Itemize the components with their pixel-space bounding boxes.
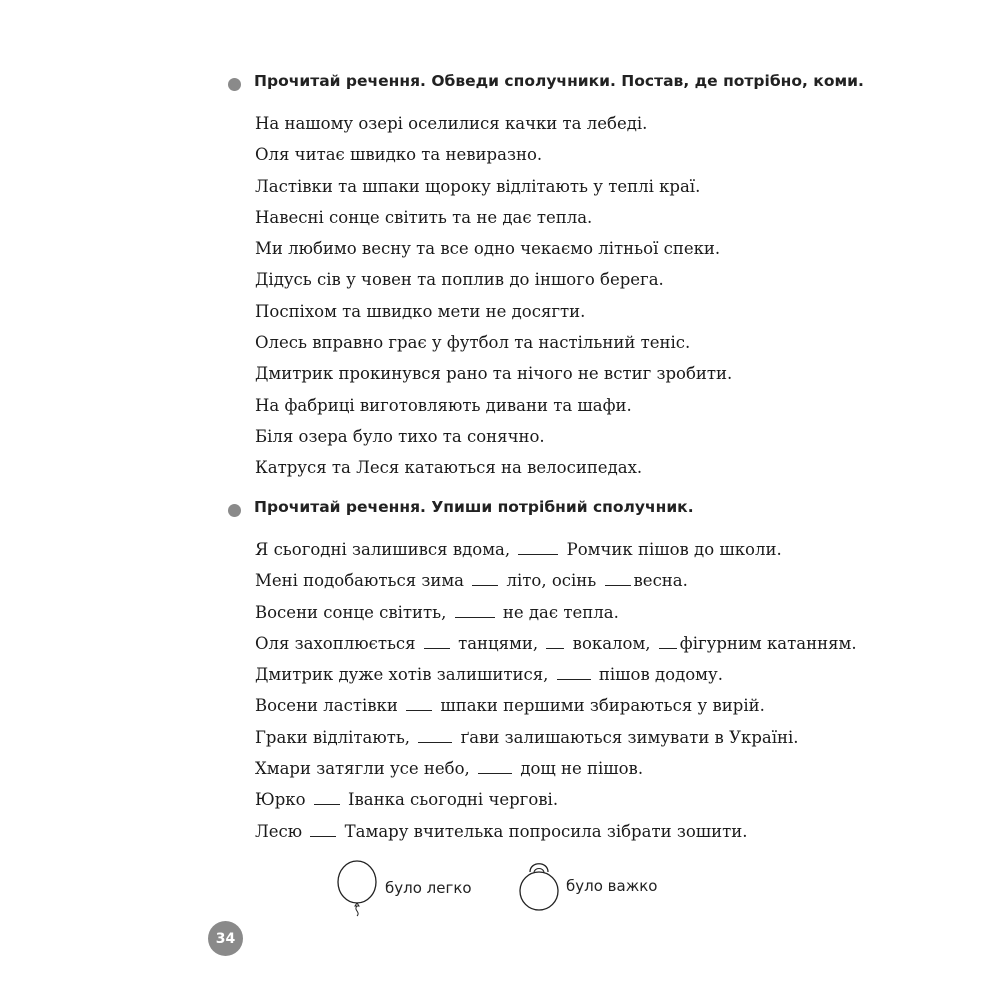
fill-in-sentence [255, 659, 857, 690]
sentence-part: Ромчик пішов до школи. [566, 540, 782, 559]
easy-label: було легко [385, 879, 472, 897]
fill-in-sentence [255, 722, 857, 753]
page-number: 34 [208, 921, 243, 956]
sentence-part: шпаки першими збираються у вирій. [440, 696, 765, 716]
sentence-part: Мені подобаються зима [255, 571, 465, 591]
self-assessment-hard[interactable] [518, 858, 657, 914]
sentence: Ластівки та шпаки щороку відлітають у теплі краї. [255, 176, 701, 196]
sentence: Оля читає швидко та невиразно. [255, 145, 543, 165]
task-1-header [228, 72, 864, 100]
sentence-part: Я сьогодні залишився вдома, [255, 540, 511, 559]
sentence-part: фігурним катанням. [679, 633, 857, 653]
sentence-part: вокалом, [572, 633, 651, 653]
blank-line[interactable] [418, 727, 452, 743]
sentence: Поспіхом та швидко мети не досягти. [255, 301, 586, 321]
balloon-icon [337, 858, 379, 918]
sentence: Катруся та Леся катаються на велосипедах. [255, 458, 643, 478]
sentence-part: пішов додому. [598, 665, 723, 685]
sentence: Дмитрик прокинувся рано та нічого не встиг зробити. [255, 364, 733, 384]
sentence-part: Граки відлітають, [255, 727, 411, 747]
sentence-part: весна. [633, 571, 688, 591]
blank-line[interactable] [557, 664, 591, 680]
sentence-part: Оля захоплюється [255, 633, 416, 653]
sentence-part: літо, осінь [506, 571, 597, 591]
sentence: Дідусь сів у човен та поплив до іншого берега. [255, 270, 664, 290]
fill-in-sentence [255, 690, 857, 721]
sentence-part: ґави залишаються зимувати в Україні. [460, 727, 799, 747]
sentence: Олесь вправно грає у футбол та настільний теніс. [255, 333, 691, 353]
fill-in-sentence [255, 597, 857, 628]
self-assessment-easy[interactable] [337, 858, 472, 918]
hard-label: було важко [566, 877, 658, 895]
blank-line[interactable] [310, 821, 336, 837]
sentence-part: танцями, [458, 633, 539, 653]
sentence: Навесні сонце світить та не дає тепла. [255, 207, 593, 227]
sentence: Ми любимо весну та все одно чекаємо літньої спеки. [255, 239, 721, 259]
sentence-part: Юрко [255, 790, 306, 810]
blank-line[interactable] [518, 539, 558, 555]
blank-line[interactable] [406, 695, 432, 711]
sentence-part: Іванка сьогодні чергові. [348, 790, 559, 810]
sentence-part: Хмари затягли усе небо, [255, 759, 470, 779]
blank-line[interactable] [605, 570, 631, 586]
task-1-sentence-list [255, 108, 732, 484]
sentence-part: Тамару вчителька попросила зібрати зошити. [344, 821, 748, 841]
sentence: Біля озера було тихо та сонячно. [255, 426, 545, 446]
blank-line[interactable] [314, 789, 340, 805]
sentence-part: Дмитрик дуже хотів залишитися, [255, 665, 549, 685]
kettlebell-icon [518, 858, 560, 914]
task-1-instruction: Прочитай речення. Обведи сполучники. Постав, де потрібно, коми. [254, 72, 864, 90]
blank-line[interactable] [424, 633, 450, 649]
sentence-part: дощ не пішов. [520, 759, 644, 779]
task-2 [228, 498, 857, 841]
task-2-sentence-list [255, 534, 857, 847]
bullet-icon [228, 504, 241, 517]
fill-in-sentence [255, 628, 857, 659]
sentence-part: Лесю [255, 821, 303, 841]
fill-in-sentence [255, 565, 857, 596]
sentence: На нашому озері оселилися качки та лебеді. [255, 114, 648, 133]
fill-in-sentence [255, 816, 857, 847]
fill-in-sentence [255, 753, 857, 784]
sentence-part: Восени сонце світить, [255, 602, 447, 622]
blank-line[interactable] [478, 758, 512, 774]
sentence-part: Восени ластівки [255, 696, 398, 716]
task-2-header [228, 498, 848, 526]
sentence: На фабриці виготовляють дивани та шафи. [255, 395, 632, 415]
task-2-instruction: Прочитай речення. Упиши потрібний сполучник. [254, 498, 694, 516]
fill-in-sentence [255, 784, 857, 815]
blank-line[interactable] [659, 633, 677, 649]
blank-line[interactable] [546, 633, 564, 649]
sentence-part: не дає тепла. [502, 602, 619, 622]
blank-line[interactable] [455, 602, 495, 618]
task-1 [228, 72, 864, 478]
bullet-icon [228, 78, 241, 91]
fill-in-sentence [255, 534, 857, 565]
blank-line[interactable] [472, 570, 498, 586]
